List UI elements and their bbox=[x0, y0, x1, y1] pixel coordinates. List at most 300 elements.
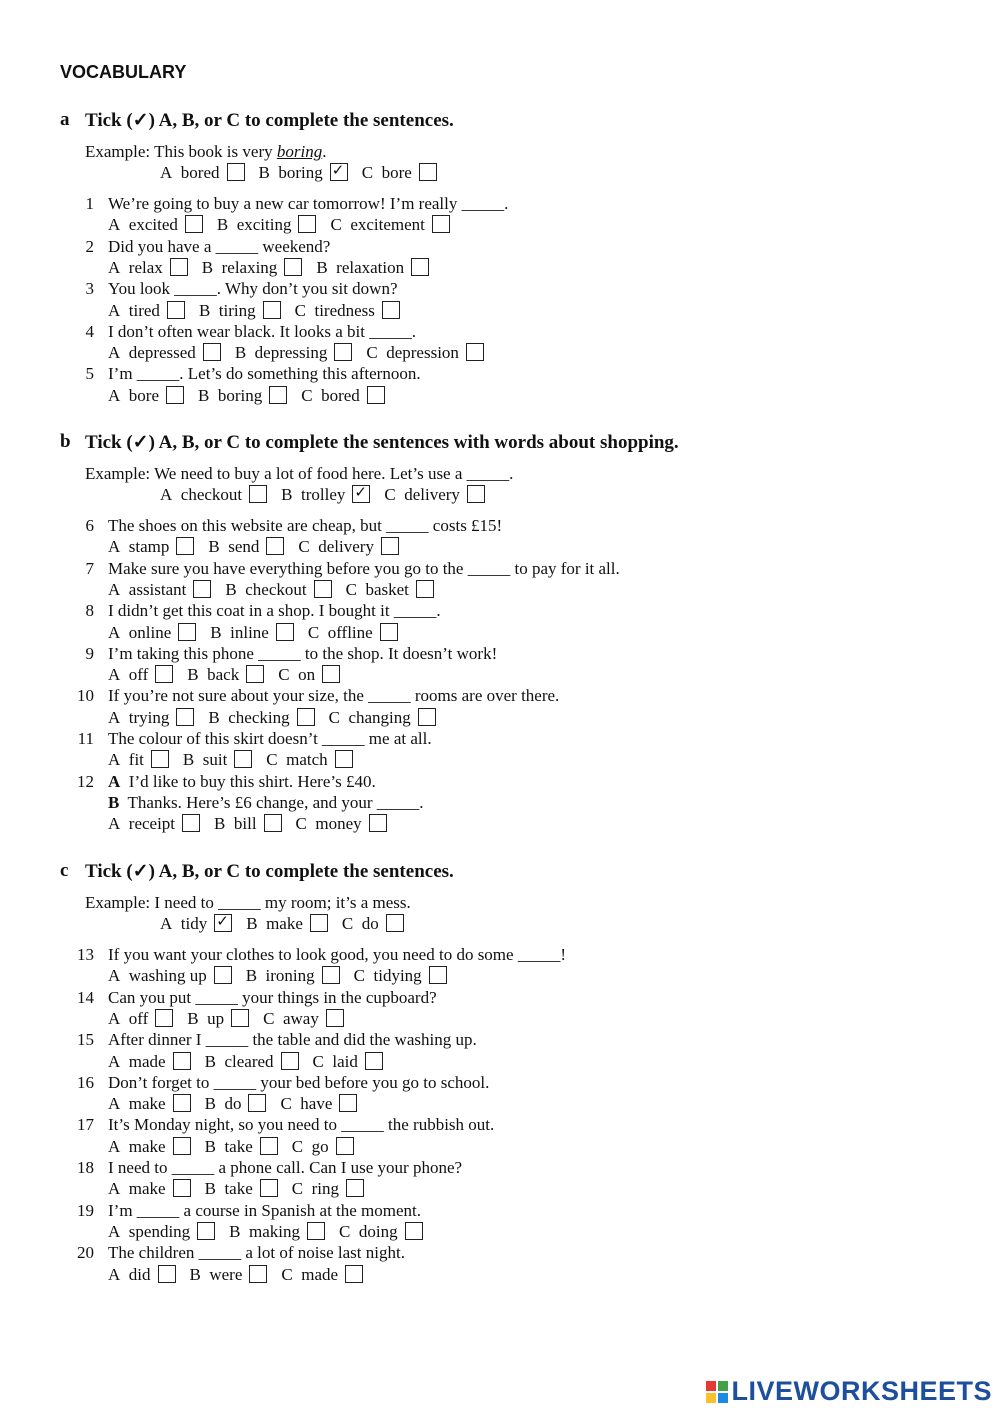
question-13-options bbox=[108, 966, 461, 986]
answer-checkbox[interactable] bbox=[334, 343, 352, 361]
question-text: You look _____. Why don’t you sit down? bbox=[108, 279, 398, 299]
answer-checkbox[interactable] bbox=[369, 814, 387, 832]
question-text: It’s Monday night, so you need to _____ the rubbish out. bbox=[108, 1115, 495, 1135]
question-17-option-a0 bbox=[108, 1137, 191, 1157]
question-text: The colour of this skirt doesn’t _____ me at all. bbox=[108, 729, 432, 748]
option-letter: B bbox=[210, 622, 222, 642]
question-11-options bbox=[108, 750, 367, 770]
question-number: 9 bbox=[85, 643, 94, 663]
option-word: checking bbox=[228, 707, 290, 727]
option-letter: B bbox=[246, 914, 258, 934]
question-16-option-c2 bbox=[280, 1094, 357, 1114]
tick-icon: ✓ bbox=[354, 483, 367, 502]
option-word: on bbox=[298, 665, 316, 685]
option-letter: C bbox=[266, 750, 278, 770]
answer-checkbox[interactable] bbox=[284, 258, 302, 276]
answer-checkbox[interactable] bbox=[151, 750, 169, 768]
answer-checkbox[interactable] bbox=[336, 1137, 354, 1155]
option-letter: B bbox=[281, 485, 293, 505]
question-13-option-b1 bbox=[246, 966, 340, 986]
question-19-option-b1 bbox=[229, 1222, 325, 1242]
option-word: assistant bbox=[128, 579, 187, 599]
question-14-option-b1 bbox=[187, 1009, 249, 1029]
answer-checkbox[interactable] bbox=[416, 580, 434, 598]
option-letter: B bbox=[229, 1221, 241, 1241]
option-word: depression bbox=[386, 343, 459, 363]
option-letter: A bbox=[108, 622, 121, 642]
option-letter: C bbox=[366, 343, 378, 363]
answer-checkbox[interactable] bbox=[203, 343, 221, 361]
option-letter: B bbox=[182, 750, 195, 770]
answer-checkbox[interactable] bbox=[234, 750, 252, 768]
option-word: do bbox=[361, 914, 379, 934]
answer-checkbox[interactable] bbox=[310, 914, 328, 932]
question-4-options bbox=[108, 343, 498, 363]
question-text: I’m _____ a course in Spanish at the moment. bbox=[108, 1200, 422, 1220]
question-5-option-c2 bbox=[301, 386, 385, 406]
option-word: tiring bbox=[218, 300, 256, 320]
question-number: 19 bbox=[77, 1200, 94, 1220]
answer-checkbox[interactable] bbox=[248, 1094, 266, 1112]
section-instruction-c: Tick (✓) A, B, or C to complete the sentences. bbox=[85, 861, 454, 882]
answer-checkbox[interactable] bbox=[382, 301, 400, 319]
answer-checkbox[interactable] bbox=[335, 750, 353, 768]
answer-checkbox[interactable] bbox=[155, 665, 173, 683]
question-number: 11 bbox=[77, 729, 94, 748]
option-letter: B bbox=[187, 1008, 199, 1028]
option-letter: C bbox=[384, 485, 396, 505]
option-word: stamp bbox=[128, 537, 170, 557]
question-15-options bbox=[108, 1052, 397, 1072]
answer-checkbox[interactable] bbox=[380, 623, 398, 641]
question-7-option-c2 bbox=[346, 580, 434, 600]
answer-checkbox[interactable] bbox=[264, 814, 282, 832]
option-letter: B bbox=[258, 163, 270, 183]
option-letter: B bbox=[204, 1051, 216, 1071]
option-word: did bbox=[128, 1264, 151, 1284]
answer-checkbox[interactable] bbox=[381, 537, 399, 555]
speaker-label: B bbox=[108, 792, 120, 812]
question-number: 15 bbox=[77, 1030, 94, 1050]
option-letter: C bbox=[361, 163, 374, 183]
option-letter: B bbox=[187, 665, 199, 685]
question-4-option-b1 bbox=[235, 343, 353, 363]
option-word: fit bbox=[128, 750, 144, 770]
question-text: Don’t forget to _____ your bed before you go to school. bbox=[108, 1072, 490, 1092]
answer-checkbox[interactable] bbox=[269, 386, 287, 404]
option-letter: A bbox=[108, 966, 121, 986]
question-3-options bbox=[108, 301, 414, 321]
question-10-options bbox=[108, 708, 450, 728]
answer-checkbox[interactable] bbox=[182, 814, 200, 832]
question-1-option-b1 bbox=[217, 215, 317, 235]
page-title: VOCABULARY bbox=[60, 62, 187, 82]
option-word: receipt bbox=[128, 814, 176, 834]
question-12-option-c2 bbox=[296, 814, 387, 834]
answer-checkbox[interactable] bbox=[386, 914, 404, 932]
question-20-option-a0 bbox=[108, 1265, 176, 1285]
example-answer: boring bbox=[276, 142, 323, 161]
question-15-option-a0 bbox=[108, 1052, 191, 1072]
answer-checkbox[interactable] bbox=[466, 343, 484, 361]
question-text: After dinner I _____ the table and did the washing up. bbox=[108, 1030, 477, 1050]
answer-checkbox[interactable] bbox=[263, 301, 281, 319]
answer-checkbox[interactable] bbox=[326, 1009, 344, 1027]
question-20-option-c2 bbox=[281, 1265, 363, 1285]
answer-checkbox[interactable] bbox=[298, 215, 316, 233]
answer-checkbox[interactable] bbox=[405, 1222, 423, 1240]
question-9-option-b1 bbox=[187, 665, 264, 685]
option-letter: A bbox=[160, 485, 173, 505]
answer-checkbox[interactable] bbox=[170, 258, 188, 276]
option-word: take bbox=[224, 1179, 253, 1199]
question-7-options bbox=[108, 580, 448, 600]
option-letter: C bbox=[307, 622, 320, 642]
option-letter: C bbox=[328, 707, 340, 727]
option-word: laid bbox=[332, 1051, 358, 1071]
section-letter-c: c bbox=[60, 860, 69, 881]
option-letter: A bbox=[160, 163, 173, 183]
option-letter: B bbox=[245, 966, 258, 986]
example-sentence: Example: We need to buy a lot of food here. Let’s use a _____. bbox=[85, 464, 514, 483]
option-letter: B bbox=[316, 257, 328, 277]
question-text: The shoes on this website are cheap, but _____ costs £15! bbox=[108, 516, 503, 535]
question-20-option-b1 bbox=[190, 1265, 268, 1285]
section-instruction-b: Tick (✓) A, B, or C to complete the sentences with words about shopping. bbox=[85, 432, 679, 453]
answer-checkbox[interactable] bbox=[173, 1094, 191, 1112]
option-word: depressed bbox=[128, 343, 196, 363]
answer-checkbox[interactable] bbox=[193, 580, 211, 598]
question-number: 5 bbox=[85, 364, 94, 384]
question-19-options bbox=[108, 1222, 437, 1242]
option-letter: A bbox=[108, 257, 121, 277]
answer-checkbox[interactable] bbox=[214, 966, 232, 984]
option-word: relaxing bbox=[221, 257, 278, 277]
question-13-option-c2 bbox=[354, 966, 447, 986]
option-word: tidy bbox=[180, 914, 208, 934]
question-text: I’m _____. Let’s do something this afternoon. bbox=[108, 364, 421, 384]
example-option-c2 bbox=[362, 163, 437, 183]
option-letter: B bbox=[214, 814, 226, 834]
option-letter: A bbox=[108, 1221, 121, 1241]
question-4-option-a0 bbox=[108, 343, 221, 363]
question-6-option-c2 bbox=[298, 537, 399, 557]
question-text: Make sure you have everything before you go to the _____ to pay for it all. bbox=[108, 558, 620, 578]
example-option-c2 bbox=[342, 914, 404, 934]
question-17-option-c2 bbox=[292, 1137, 354, 1157]
answer-checkbox[interactable] bbox=[167, 301, 185, 319]
question-8-option-c2 bbox=[308, 623, 398, 643]
answer-checkbox[interactable] bbox=[281, 1052, 299, 1070]
answer-checkbox[interactable] bbox=[176, 537, 194, 555]
option-letter: A bbox=[108, 537, 121, 557]
question-6-option-a0 bbox=[108, 537, 194, 557]
question-8-option-a0 bbox=[108, 623, 196, 643]
question-2-option-b2 bbox=[316, 258, 429, 278]
question-5-option-a0 bbox=[108, 386, 184, 406]
question-13-option-a0 bbox=[108, 966, 232, 986]
option-word: delivery bbox=[404, 485, 460, 505]
answer-checkbox[interactable] bbox=[249, 1265, 267, 1283]
question-text: We’re going to buy a new car tomorrow! I’m really _____. bbox=[108, 194, 509, 213]
option-letter: B bbox=[204, 1179, 216, 1199]
option-word: made bbox=[128, 1051, 166, 1071]
option-word: away bbox=[282, 1008, 319, 1028]
question-20-options bbox=[108, 1265, 377, 1285]
question-number: 17 bbox=[77, 1115, 94, 1135]
option-letter: A bbox=[108, 665, 121, 685]
option-word: excited bbox=[128, 215, 178, 235]
answer-checkbox[interactable] bbox=[260, 1179, 278, 1197]
answer-checkbox[interactable] bbox=[330, 163, 348, 181]
question-2-options bbox=[108, 258, 443, 278]
question-15-option-b1 bbox=[205, 1052, 299, 1072]
answer-checkbox[interactable] bbox=[346, 1179, 364, 1197]
option-word: relax bbox=[128, 257, 163, 277]
option-letter: B bbox=[198, 385, 210, 405]
question-number: 4 bbox=[85, 321, 94, 341]
option-letter: B bbox=[204, 1094, 216, 1114]
answer-checkbox[interactable] bbox=[411, 258, 429, 276]
answer-checkbox[interactable] bbox=[155, 1009, 173, 1027]
question-10-option-c2 bbox=[329, 708, 436, 728]
question-12-option-b1 bbox=[214, 814, 282, 834]
option-word: match bbox=[286, 750, 328, 770]
answer-checkbox[interactable] bbox=[322, 966, 340, 984]
option-word: take bbox=[224, 1136, 253, 1156]
option-letter: C bbox=[291, 1179, 304, 1199]
answer-checkbox[interactable] bbox=[367, 386, 385, 404]
option-letter: A bbox=[108, 385, 121, 405]
answer-checkbox[interactable] bbox=[231, 1009, 249, 1027]
answer-checkbox[interactable] bbox=[432, 215, 450, 233]
question-number: 16 bbox=[77, 1072, 94, 1092]
answer-checkbox[interactable] bbox=[352, 485, 370, 503]
option-word: inline bbox=[230, 622, 269, 642]
question-number: 10 bbox=[77, 686, 94, 706]
question-1-options bbox=[108, 215, 464, 235]
answer-checkbox[interactable] bbox=[314, 580, 332, 598]
question-7-option-b1 bbox=[225, 580, 331, 600]
option-letter: C bbox=[294, 300, 306, 320]
answer-checkbox[interactable] bbox=[260, 1137, 278, 1155]
example-sentence: Example: This book is very boring. bbox=[85, 142, 327, 161]
question-10-option-a0 bbox=[108, 708, 194, 728]
answer-checkbox[interactable] bbox=[307, 1222, 325, 1240]
question-18-options bbox=[108, 1179, 378, 1199]
option-word: do bbox=[224, 1094, 242, 1114]
option-letter: A bbox=[108, 300, 121, 320]
question-18-option-a0 bbox=[108, 1179, 191, 1199]
option-letter: B bbox=[208, 707, 220, 727]
option-word: basket bbox=[365, 579, 409, 599]
option-letter: A bbox=[108, 750, 121, 770]
answer-checkbox[interactable] bbox=[185, 215, 203, 233]
answer-checkbox[interactable] bbox=[173, 1179, 191, 1197]
question-text: I’m taking this phone _____ to the shop. It doesn’t work! bbox=[108, 643, 498, 663]
question-15-option-c2 bbox=[313, 1052, 383, 1072]
option-letter: A bbox=[108, 1051, 121, 1071]
option-word: cleared bbox=[224, 1051, 274, 1071]
option-word: checkout bbox=[245, 579, 307, 599]
question-2-option-b1 bbox=[202, 258, 303, 278]
question-text: Did you have a _____ weekend? bbox=[108, 236, 331, 256]
answer-checkbox[interactable] bbox=[419, 163, 437, 181]
example-options bbox=[160, 163, 451, 183]
answer-checkbox[interactable] bbox=[276, 623, 294, 641]
question-text: A I’d like to buy this shirt. Here’s £40. bbox=[108, 771, 376, 791]
question-18-option-b1 bbox=[205, 1179, 278, 1199]
answer-checkbox[interactable] bbox=[418, 708, 436, 726]
answer-checkbox[interactable] bbox=[345, 1265, 363, 1283]
option-letter: B bbox=[208, 537, 220, 557]
question-6-options bbox=[108, 537, 413, 557]
question-11-option-c2 bbox=[266, 750, 352, 770]
question-16-options bbox=[108, 1094, 371, 1114]
question-1-option-c2 bbox=[330, 215, 449, 235]
option-letter: C bbox=[263, 1008, 275, 1028]
answer-checkbox[interactable] bbox=[266, 537, 284, 555]
option-word: trying bbox=[128, 707, 170, 727]
answer-checkbox[interactable] bbox=[197, 1222, 215, 1240]
question-text: I don’t often wear black. It looks a bit _____. bbox=[108, 321, 416, 341]
option-word: trolley bbox=[300, 485, 346, 505]
option-word: bored bbox=[180, 163, 220, 183]
option-word: tidying bbox=[373, 966, 422, 986]
option-word: bore bbox=[381, 163, 412, 183]
answer-checkbox[interactable] bbox=[166, 386, 184, 404]
option-word: send bbox=[228, 537, 260, 557]
question-number: 18 bbox=[77, 1158, 94, 1177]
option-word: make bbox=[266, 914, 303, 934]
question-number: 1 bbox=[85, 194, 94, 213]
question-5-option-b1 bbox=[198, 386, 287, 406]
question-number: 20 bbox=[77, 1243, 94, 1263]
question-10-option-b1 bbox=[208, 708, 314, 728]
question-14-option-c2 bbox=[263, 1009, 344, 1029]
option-letter: C bbox=[341, 914, 354, 934]
option-word: up bbox=[207, 1008, 225, 1028]
question-6-option-b1 bbox=[208, 537, 284, 557]
section-instruction-a: Tick (✓) A, B, or C to complete the sentences. bbox=[85, 110, 454, 131]
option-letter: B bbox=[201, 257, 214, 277]
option-letter: C bbox=[281, 1264, 293, 1284]
option-word: bored bbox=[321, 385, 360, 405]
option-word: off bbox=[128, 665, 149, 685]
option-word: tired bbox=[128, 300, 160, 320]
example-option-a0 bbox=[160, 163, 245, 183]
question-14-option-a0 bbox=[108, 1009, 173, 1029]
question-4-option-c2 bbox=[366, 343, 484, 363]
answer-checkbox[interactable] bbox=[158, 1265, 176, 1283]
question-text: The children _____ a lot of noise last night. bbox=[108, 1243, 405, 1263]
option-letter: A bbox=[108, 1094, 121, 1114]
question-number: 12 bbox=[77, 771, 94, 791]
option-word: doing bbox=[358, 1221, 398, 1241]
question-number: 7 bbox=[85, 558, 94, 578]
question-text: I didn’t get this coat in a shop. I bought it _____. bbox=[108, 601, 441, 621]
option-word: suit bbox=[202, 750, 228, 770]
option-word: boring bbox=[217, 385, 263, 405]
question-8-option-b1 bbox=[210, 623, 294, 643]
option-word: relaxation bbox=[336, 257, 405, 277]
option-letter: C bbox=[295, 814, 307, 834]
option-letter: C bbox=[278, 665, 290, 685]
option-word: making bbox=[249, 1221, 301, 1241]
question-number: 6 bbox=[85, 516, 94, 535]
answer-checkbox[interactable] bbox=[176, 708, 194, 726]
option-letter: A bbox=[108, 814, 121, 834]
option-word: offline bbox=[327, 622, 373, 642]
question-11-option-b1 bbox=[183, 750, 252, 770]
option-word: bill bbox=[233, 814, 257, 834]
question-number: 2 bbox=[85, 236, 94, 256]
answer-checkbox[interactable] bbox=[178, 623, 196, 641]
answer-checkbox[interactable] bbox=[429, 966, 447, 984]
answer-checkbox[interactable] bbox=[297, 708, 315, 726]
answer-checkbox[interactable] bbox=[173, 1137, 191, 1155]
question-number: 14 bbox=[77, 987, 94, 1007]
question-16-option-b1 bbox=[205, 1094, 267, 1114]
option-word: washing up bbox=[128, 966, 207, 986]
option-word: made bbox=[301, 1264, 339, 1284]
question-8-options bbox=[108, 623, 412, 643]
answer-checkbox[interactable] bbox=[227, 163, 245, 181]
question-text: Can you put _____ your things in the cupboard? bbox=[108, 987, 437, 1007]
question-19-option-a0 bbox=[108, 1222, 215, 1242]
question-text: If you’re not sure about your size, the _____ rooms are over there. bbox=[108, 686, 560, 706]
answer-checkbox[interactable] bbox=[246, 665, 264, 683]
section-letter-b: b bbox=[60, 431, 71, 452]
option-word: exciting bbox=[236, 215, 292, 235]
answer-checkbox[interactable] bbox=[339, 1094, 357, 1112]
option-word: go bbox=[311, 1136, 329, 1156]
question-19-option-c2 bbox=[339, 1222, 423, 1242]
option-word: ring bbox=[311, 1179, 340, 1199]
option-letter: A bbox=[108, 343, 121, 363]
logo-text: LIVEWORKSHEETS bbox=[731, 1376, 992, 1406]
question-2-option-a0 bbox=[108, 258, 188, 278]
question-3-option-b1 bbox=[199, 301, 281, 321]
option-word: make bbox=[128, 1179, 166, 1199]
option-letter: C bbox=[353, 966, 365, 986]
option-letter: C bbox=[330, 215, 342, 235]
option-word: off bbox=[128, 1008, 149, 1028]
example-option-a0 bbox=[160, 485, 267, 505]
option-word: spending bbox=[128, 1221, 191, 1241]
answer-checkbox[interactable] bbox=[322, 665, 340, 683]
question-7-option-a0 bbox=[108, 580, 211, 600]
question-17-option-b1 bbox=[205, 1137, 278, 1157]
option-letter: B bbox=[225, 579, 237, 599]
answer-checkbox[interactable] bbox=[467, 485, 485, 503]
option-letter: C bbox=[345, 579, 357, 599]
answer-checkbox[interactable] bbox=[173, 1052, 191, 1070]
example-option-c2 bbox=[384, 485, 485, 505]
option-letter: A bbox=[108, 1179, 121, 1199]
question-16-option-a0 bbox=[108, 1094, 191, 1114]
answer-checkbox[interactable] bbox=[365, 1052, 383, 1070]
question-12-options bbox=[108, 814, 401, 834]
example-option-a0 bbox=[160, 914, 232, 934]
option-letter: A bbox=[108, 1136, 121, 1156]
option-word: bore bbox=[128, 385, 159, 405]
answer-checkbox[interactable] bbox=[249, 485, 267, 503]
option-word: back bbox=[207, 665, 240, 685]
example-options bbox=[160, 485, 499, 505]
option-letter: C bbox=[280, 1094, 292, 1114]
answer-checkbox[interactable] bbox=[214, 914, 232, 932]
